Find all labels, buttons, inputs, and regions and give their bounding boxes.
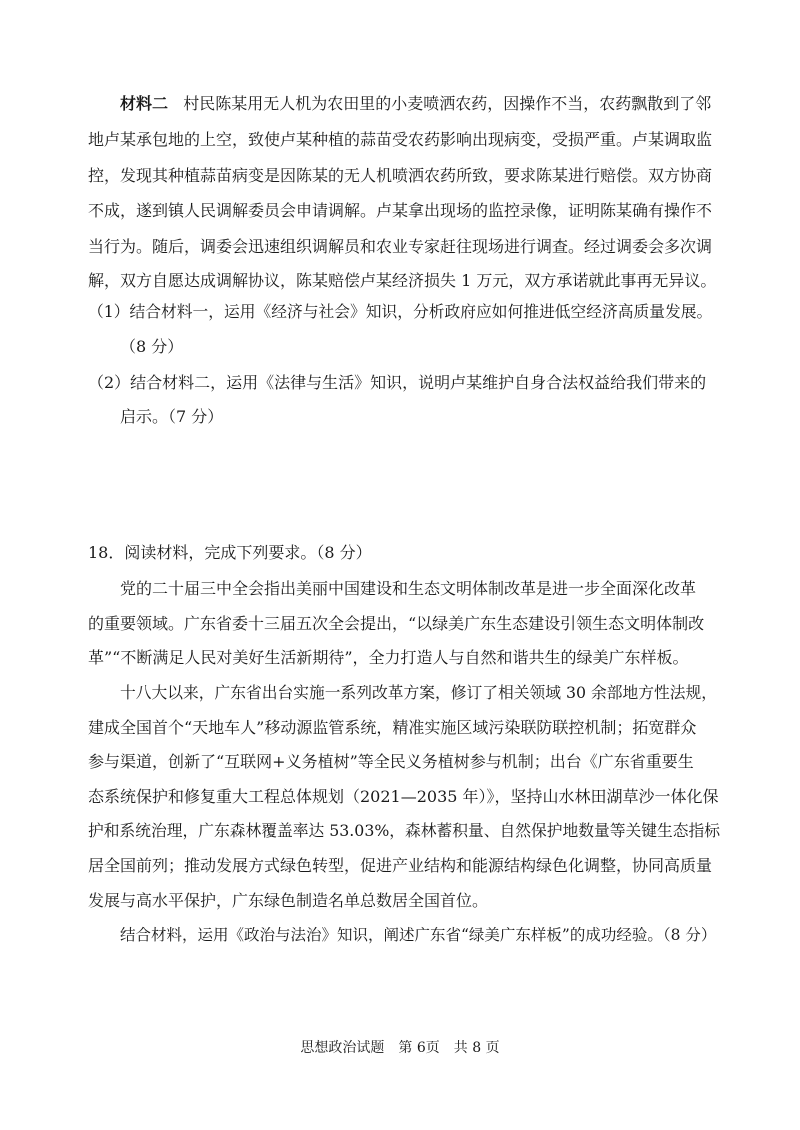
q18-task: 结合材料，运用《政治与法治》知识，阐述广东省“绿美广东样板”的成功经验。（8 分） [120,926,717,944]
q18-para1-line-2: 的重要领域。广东省委十三届五次全会提出，“以绿美广东生态建设引领生态文明体制改 [88,614,705,633]
q18-para2-line-3: 参与渠道，创新了“互联网+义务植树”等全民义务植树参与机制；出台《广东省重要生 [88,752,694,771]
material2-line-6: 解，双方自愿达成调解协议，陈某赔偿卢某经济损失 1 万元，双方承诺就此事再无异议。 [88,271,717,290]
q18-para2-line-5: 护和系统治理，广东森林覆盖率达 53.03%，森林蓄积量、自然保护地数量等关键生态指标 [88,821,721,840]
q18-para2-line-4: 态系统保护和修复重大工程总体规划（2021—2035 年）》，坚持山水林田湖草沙一体化保 [88,787,719,806]
q18-para2-line-2: 建成全国首个“天地车人”移动源监管系统，精准实施区域污染联防联控机制；拓宽群众 [88,718,697,737]
q18-para2-line-6: 居全国前列；推动发展方式绿色转型，促进产业结构和能源结构绿色化调整，协同高质量 [88,856,713,875]
material2-label: 材料二 [120,94,169,113]
question-17-2-score: 启示。（7 分） [120,407,224,426]
material2-line-3: 控，发现其种植蒜苗病变是因陈某的无人机喷洒农药所致，要求陈某进行赔偿。双方协商 [88,166,713,185]
q18-para1-line-3: 革”“不断满足人民对美好生活新期待”，全力打造人与自然和谐共生的绿美广东样板。 [88,648,689,667]
page-footer: 思想政治试题 第 6页 共 8 页 [300,1040,500,1056]
material2-line-5: 当行为。随后，调委会迅速组织调解员和农业专家赶往现场进行调查。经过调委会多次调 [88,237,713,256]
q18-para2-line-1: 十八大以来，广东省出台实施一系列改革方案，修订了相关领域 30 余部地方性法规， [120,683,718,702]
material2-line-4: 不成，遂到镇人民调解委员会申请调解。卢某拿出现场的监控录像，证明陈某确有操作不 [88,201,713,220]
material2-line-2: 地卢某承包地的上空，致使卢某种植的蒜苗受农药影响出现病变，受损严重。卢某调取监 [88,130,713,149]
material2-line-1 [120,93,711,115]
question-17-1: （1）结合材料一，运用《经济与社会》知识，分析政府应如何推进低空经济高质量发展。 [88,302,713,321]
q18-para1-line-1: 党的二十届三中全会指出美丽中国建设和生态文明体制改革是进一步全面深化改革 [120,579,697,598]
material2-text: 村民陈某用无人机为农田里的小麦喷洒农药，因操作不当，农药飘散到了邻 [183,94,712,113]
q18-para2-line-7: 发展与高水平保护，广东绿色制造名单总数居全国首位。 [88,891,489,910]
question-17-2: （2）结合材料二，运用《法律与生活》知识，说明卢某维护自身合法权益给我们带来的 [88,373,707,392]
question-18-heading: 18．阅读材料，完成下列要求。（8 分） [88,543,372,562]
question-17-1-score: （8 分） [120,337,184,356]
